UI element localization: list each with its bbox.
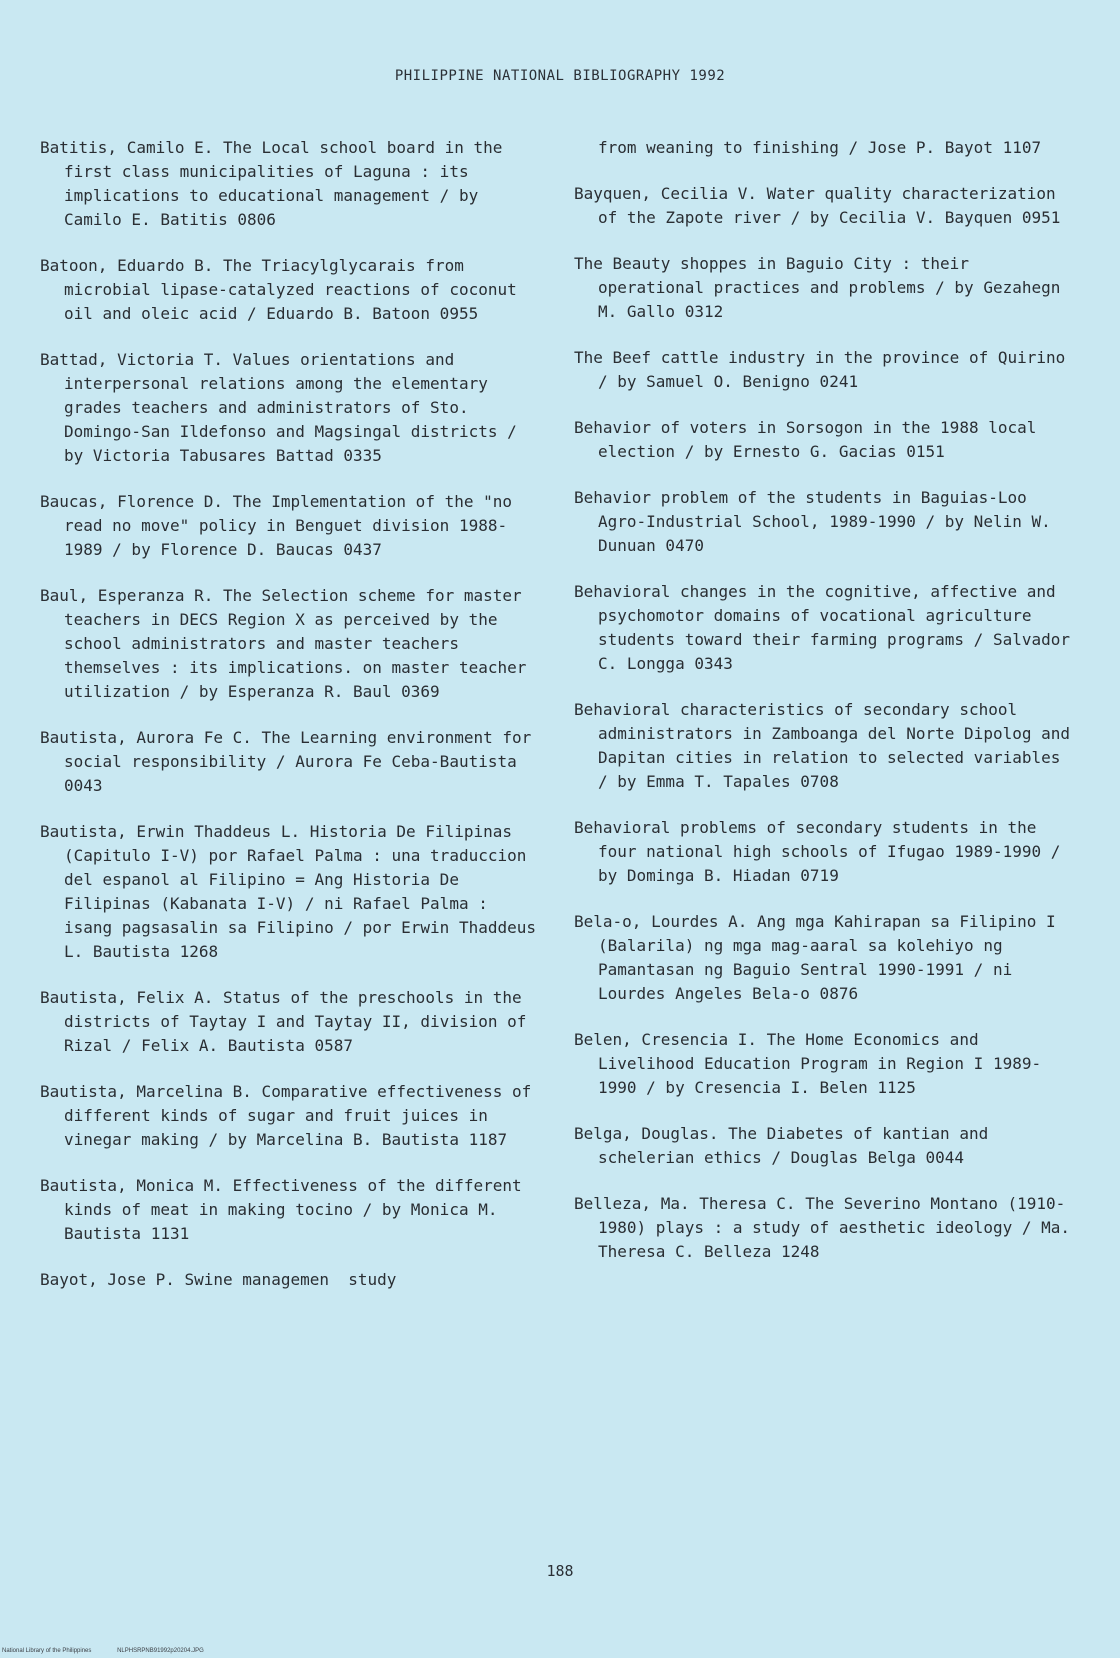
bibliography-entry: Bautista, Monica M. Effectiveness of the different kinds of meat in making tocino / by Monica M. Bautista 1131 <box>40 1176 532 1243</box>
bibliography-entry: Behavioral problems of secondary students in the four national high schools of Ifugao 1989-1990 / by Dominga B. Hiadan 0719 <box>574 818 1071 885</box>
bibliography-entry: Behavioral changes in the cognitive, affective and psychomotor domains of vocational agriculture students toward their farming programs / Salvador C. Longga 0343 <box>574 582 1080 673</box>
page-number: 188 <box>546 1562 574 1580</box>
left-column <box>40 136 546 1314</box>
right-column <box>574 136 1080 1286</box>
bibliography-entry: Battad, Victoria T. Values orientations and interpersonal relations among the elementary grades teachers and administrators of Sto. Domingo-San Ildefonso and Magsingal districts / by Victoria Tabusares Battad 0335 <box>40 350 527 465</box>
bibliography-entry: Bayot, Jose P. Swine managemen study <box>40 1270 397 1289</box>
bibliography-entry: Bautista, Marcelina B. Comparative effectiveness of different kinds of sugar and fruit juices in vinegar making / by Marcelina B. Bautista 1187 <box>40 1082 541 1149</box>
bibliography-entry: Bautista, Felix A. Status of the preschools in the districts of Taytay I and Taytay II, division of Rizal / Felix A. Bautista 0587 <box>40 988 537 1055</box>
bibliography-entry: Bautista, Aurora Fe C. The Learning environment for social responsibility / Aurora Fe Ceba-Bautista 0043 <box>40 728 541 795</box>
bibliography-entry: Belga, Douglas. The Diabetes of kantian and schelerian ethics / Douglas Belga 0044 <box>574 1124 998 1167</box>
bibliography-entry: Behavioral characteristics of secondary school administrators in Zamboanga del Norte Dipolog and Dapitan cities in relation to selected variables / by Emma T. Tapales 0708 <box>574 700 1080 791</box>
bibliography-entry: The Beauty shoppes in Baguio City : their operational practices and problems / by Gezahegn M. Gallo 0312 <box>574 254 1071 321</box>
bibliography-entry: The Beef cattle industry in the province of Quirino / by Samuel O. Benigno 0241 <box>574 348 1075 391</box>
bibliography-entry: Bayquen, Cecilia V. Water quality characterization of the Zapote river / by Cecilia V. Bayquen 0951 <box>574 184 1066 227</box>
bibliography-entry: Bautista, Erwin Thaddeus L. Historia De Filipinas (Capitulo I-V) por Rafael Palma : una traduccion del espanol al Filipino = Ang Historia De Filipinas (Kabanata I-V) / ni Rafael Palma : isang pagsasalin sa Filipino / por Erwin Thaddeus L. Bautista 1268 <box>40 822 546 961</box>
bibliography-entry: Baul, Esperanza R. The Selection scheme for master teachers in DECS Region X as perceived by the school administrators and master teachers themselves : its implications. on master teacher utilization / by Esperanza R. Baul 0369 <box>40 586 537 701</box>
bibliography-entry: Belen, Cresencia I. The Home Economics and Livelihood Education Program in Region I 1989-1990 / by Cresencia I. Belen 1125 <box>574 1030 1042 1097</box>
bibliography-entry: Behavior problem of the students in Baguias-Loo Agro-Industrial School, 1989-1990 / by Nelin W. Dunuan 0470 <box>574 488 1061 555</box>
scan-footer <box>2 1648 228 1654</box>
bibliography-entry: Bela-o, Lourdes A. Ang mga Kahirapan sa Filipino I (Balarila) ng mga mag-aaral sa kolehiyo ng Pamantasan ng Baguio Sentral 1990-1991 / ni Lourdes Angeles Bela-o 0876 <box>574 912 1066 1003</box>
bibliography-entry: Batoon, Eduardo B. The Triacylglycarais from microbial lipase-catalyzed reactions of coconut oil and oleic acid / Eduardo B. Batoon 0955 <box>40 256 527 323</box>
bibliography-entry-continued: from weaning to finishing / Jose P. Bayot 1107 <box>598 138 1042 157</box>
bibliography-entry: Baucas, Florence D. The Implementation of the "no read no move" policy in Benguet division 1988-1989 / by Florence D. Baucas 0437 <box>40 492 522 559</box>
page-header: PHILIPPINE NATIONAL BIBLIOGRAPHY 1992 <box>394 68 726 84</box>
bibliography-entry: Belleza, Ma. Theresa C. The Severino Montano (1910-1980) plays : a study of aesthetic ideology / Ma. Theresa C. Belleza 1248 <box>574 1194 1080 1261</box>
bibliography-entry: Batitis, Camilo E. The Local school board in the first class municipalities of Laguna : its implications to educational management / by Camilo E. Batitis 0806 <box>40 138 513 229</box>
footer-source: National Library of the Philippines <box>2 1648 92 1654</box>
footer-file: NLPHSRPNB91992p20204.JPG <box>117 1648 204 1654</box>
bibliography-entry: Behavior of voters in Sorsogon in the 1988 local election / by Ernesto G. Gacias 0151 <box>574 418 1047 461</box>
